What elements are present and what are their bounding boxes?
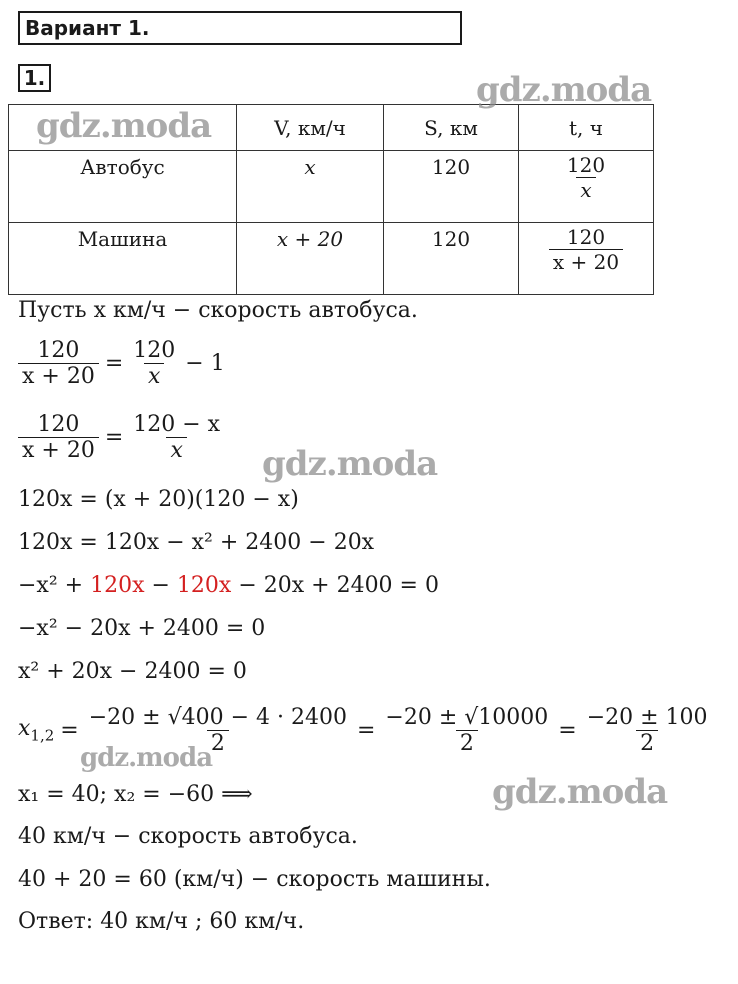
eq1-left-den: x + 20: [18, 363, 99, 389]
bus-time-num: 120: [566, 153, 606, 177]
variant-title: Вариант 1.: [18, 11, 462, 45]
eq1-tail: − 1: [185, 351, 225, 376]
step-10: 40 км/ч − скорость автобуса.: [18, 824, 358, 849]
watermark-4: gdz.moda: [80, 743, 213, 773]
roots-f1-num: −20 ± √400 − 4 · 2400: [88, 705, 347, 730]
equation-1: [18, 338, 231, 389]
eq2-right-fraction: [129, 412, 224, 463]
step-6: −x² − 20x + 2400 = 0: [18, 616, 266, 641]
eq1-left-fraction: [18, 338, 99, 389]
step5-red-term-1: 120x: [90, 573, 145, 598]
step-7: x² + 20x − 2400 = 0: [18, 659, 247, 684]
let-statement: Пусть x км/ч − скорость автобуса.: [18, 298, 418, 323]
step5-red-term-2: 120x: [176, 573, 232, 598]
eq1-right-num: 120: [133, 338, 176, 363]
watermark-5: gdz.moda: [492, 772, 668, 812]
eq2-right-den: x: [166, 437, 186, 463]
eq2-left-fraction: [18, 412, 99, 463]
table-row-bus: [9, 151, 654, 223]
header-speed: V, км/ч: [237, 105, 384, 151]
eq2-equals: =: [104, 425, 124, 450]
car-distance: 120: [431, 227, 471, 251]
car-time-num: 120: [566, 225, 606, 249]
row-label-bus: Автобус: [80, 155, 165, 179]
step-3: 120x = (x + 20)(120 − x): [18, 487, 299, 512]
roots-equals-2: =: [356, 718, 376, 743]
step5-part-b: −: [144, 573, 177, 598]
roots-lhs-sub: 1,2: [30, 726, 55, 745]
roots-lhs: [18, 716, 54, 744]
roots-f3-den: 2: [636, 730, 658, 756]
bus-speed: x: [304, 155, 316, 179]
watermark-1: gdz.moda: [36, 106, 212, 146]
answer: Ответ: 40 км/ч ; 60 км/ч.: [18, 909, 305, 934]
eq1-right-den: x: [144, 363, 164, 389]
step5-part-c: − 20x + 2400 = 0: [231, 573, 439, 598]
roots-lhs-var: x: [18, 716, 31, 742]
eq1-right-fraction: [129, 338, 179, 389]
bus-time-den: x: [576, 177, 595, 202]
bus-time-fraction: [563, 153, 609, 202]
row-label-car: Машина: [77, 227, 168, 251]
step-9: x₁ = 40; x₂ = −60 ⟹: [18, 782, 253, 807]
task-number: 1.: [18, 64, 51, 92]
car-speed: x + 20: [276, 227, 344, 251]
equation-2: [18, 412, 224, 463]
bus-distance: 120: [431, 155, 471, 179]
eq1-equals: =: [104, 351, 124, 376]
roots-f3-num: −20 ± 100: [586, 705, 708, 730]
step-5: [18, 573, 439, 598]
header-distance: S, км: [384, 105, 519, 151]
eq2-left-num: 120: [37, 412, 80, 437]
table-row-car: [9, 223, 654, 295]
eq2-right-num: 120 − x: [133, 412, 221, 437]
step-4: 120x = 120x − x² + 2400 − 20x: [18, 530, 375, 555]
car-time-fraction: [549, 225, 623, 274]
roots-f2-den: 2: [456, 730, 478, 756]
car-time-den: x + 20: [549, 249, 623, 274]
step5-part-a: −x² +: [18, 573, 91, 598]
eq1-left-num: 120: [37, 338, 80, 363]
roots-f1-den: 2: [207, 730, 229, 756]
header-time: t, ч: [519, 105, 654, 151]
roots-f2-num: −20 ± √10000: [385, 705, 549, 730]
roots-equals-3: =: [558, 718, 577, 743]
roots-equals-1: =: [60, 718, 79, 743]
step-11: 40 + 20 = 60 (км/ч) − скорость машины.: [18, 867, 491, 892]
roots-fraction-2: [381, 705, 552, 756]
eq2-left-den: x + 20: [18, 437, 99, 463]
roots-fraction-3: [583, 705, 712, 756]
watermark-3: gdz.moda: [262, 444, 438, 484]
watermark-2: gdz.moda: [476, 70, 652, 110]
